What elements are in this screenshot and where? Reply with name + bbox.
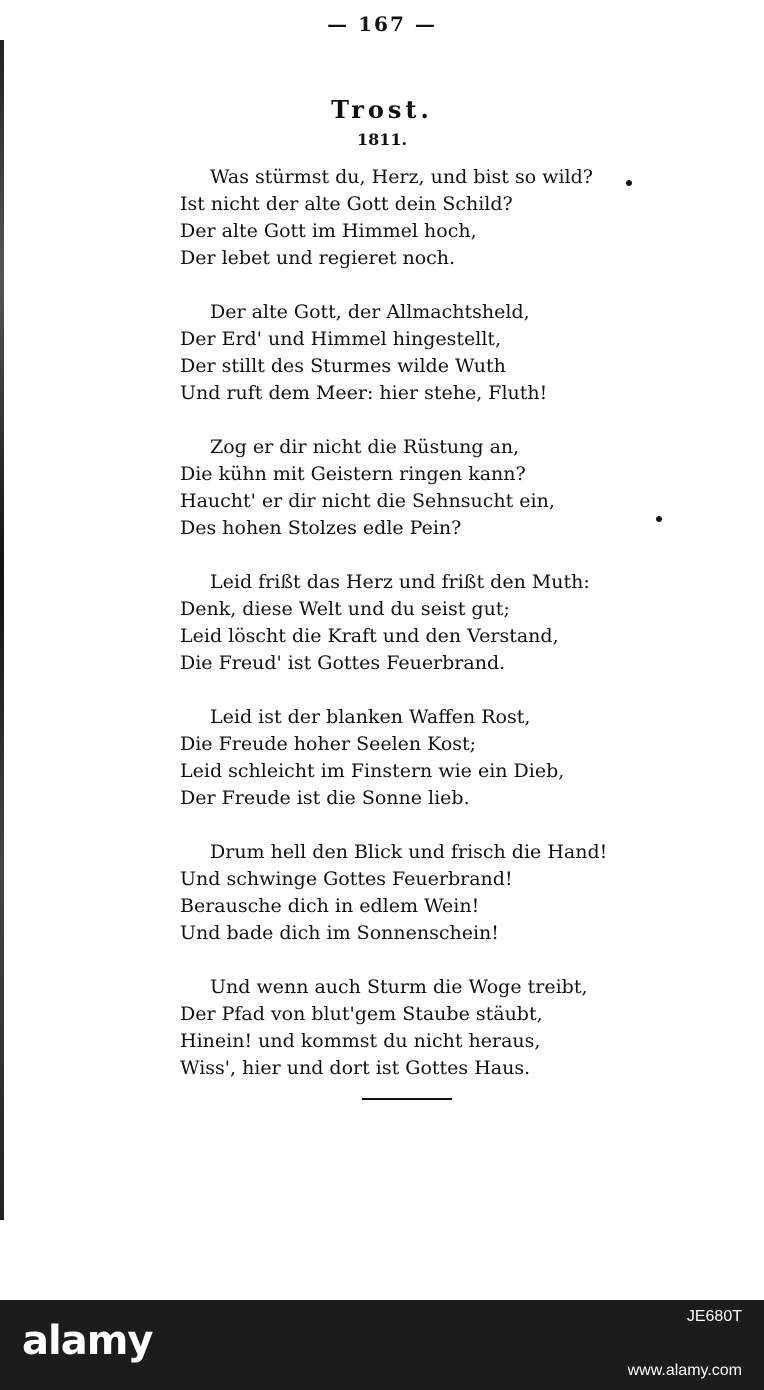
brand-logo: alamy <box>22 1318 153 1364</box>
poem-line: Berausche dich in edlem Wein! <box>180 895 480 917</box>
poem-line: Haucht' er dir nicht die Sehnsucht ein, <box>180 490 555 512</box>
poem-line: Ist nicht der alte Gott dein Schild? <box>180 193 513 215</box>
stanza <box>180 704 620 812</box>
stanza <box>180 974 620 1082</box>
poem-line: Was stürmst du, Herz, und bist so wild? <box>210 166 593 188</box>
poem-line: Die kühn mit Geistern ringen kann? <box>180 463 526 485</box>
stanza <box>180 839 620 947</box>
stanza <box>180 434 620 542</box>
page-number: — 167 — <box>327 12 437 36</box>
poem-line: Die Freud' ist Gottes Feuerbrand. <box>180 652 506 674</box>
image-id: JE680T <box>686 1308 742 1325</box>
poem-line: Der Erd' und Himmel hingestellt, <box>180 328 502 350</box>
poem-line: Der stillt des Sturmes wilde Wuth <box>180 355 506 377</box>
poem-line: Und ruft dem Meer: hier stehe, Fluth! <box>180 382 548 404</box>
poem-year: 1811. <box>356 130 408 149</box>
poem-line: Der lebet und regieret noch. <box>180 247 456 269</box>
poem-line: Zog er dir nicht die Rüstung an, <box>210 436 520 458</box>
ink-speck <box>626 180 632 186</box>
poem-line: Und bade dich im Sonnenschein! <box>180 922 499 944</box>
poem-line: Leid ist der blanken Waffen Rost, <box>210 706 531 728</box>
poem-line: Hinein! und kommst du nicht heraus, <box>180 1030 541 1052</box>
poem-body <box>180 164 620 1109</box>
end-rule-divider <box>362 1098 452 1100</box>
poem-line: Die Freude hoher Seelen Kost; <box>180 733 477 755</box>
poem-line: Der Freude ist die Sonne lieb. <box>180 787 470 809</box>
page-edge-shadow <box>0 40 4 1220</box>
site-url: www.alamy.com <box>627 1362 742 1379</box>
poem-line: Leid frißt das Herz und frißt den Muth: <box>210 571 590 593</box>
poem-line: Der alte Gott, der Allmachtsheld, <box>210 301 530 323</box>
watermark-footer <box>0 1300 764 1390</box>
poem-line: Wiss', hier und dort ist Gottes Haus. <box>180 1057 531 1079</box>
poem-title: Trost. <box>331 95 433 124</box>
poem-line: Leid löscht die Kraft und den Verstand, <box>180 625 559 647</box>
stanza <box>180 164 620 272</box>
poem-line: Drum hell den Blick und frisch die Hand! <box>210 841 608 863</box>
stanza <box>180 299 620 407</box>
poem-line: Der alte Gott im Himmel hoch, <box>180 220 477 242</box>
poem-line: Der Pfad von blut'gem Staube stäubt, <box>180 1003 543 1025</box>
poem-line: Des hohen Stolzes edle Pein? <box>180 517 462 539</box>
poem-line: Denk, diese Welt und du seist gut; <box>180 598 510 620</box>
poem-line: Und schwinge Gottes Feuerbrand! <box>180 868 513 890</box>
stanza <box>180 569 620 677</box>
ink-speck <box>656 516 662 522</box>
poem-line: Leid schleicht im Finstern wie ein Dieb, <box>180 760 565 782</box>
poem-line: Und wenn auch Sturm die Woge treibt, <box>210 976 588 998</box>
